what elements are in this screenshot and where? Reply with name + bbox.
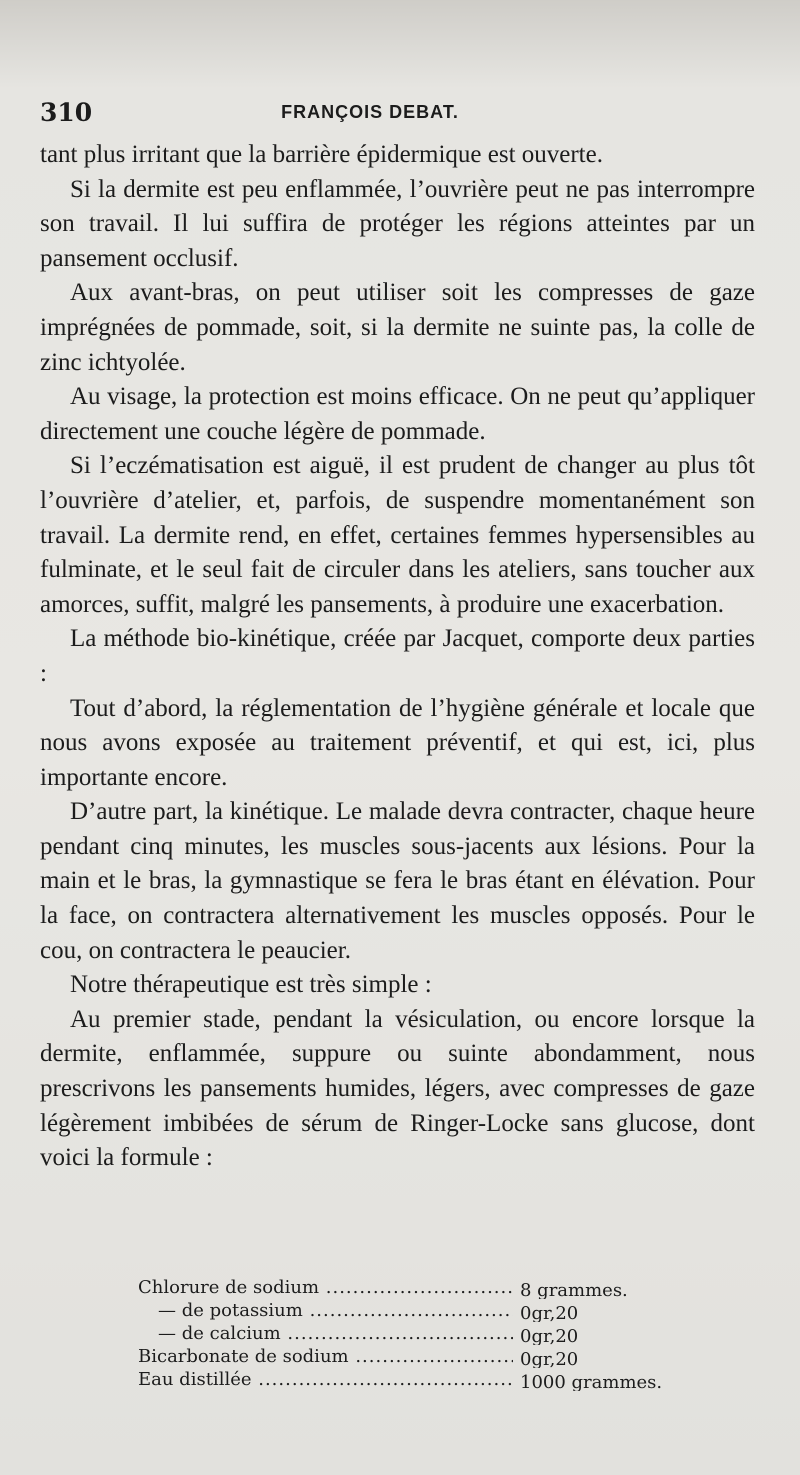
- formula-quantity: 0gr,20: [520, 1303, 579, 1322]
- formula-row: [138, 1368, 678, 1391]
- page-header: [40, 98, 760, 138]
- page-number: 310: [40, 98, 93, 127]
- paragraph-first-stage: Au premier stade, pendant la vésiculation, ou encore lorsque la dermite, enflammée, suppure ou suinte abondamment, nous prescrivons les pansements humides, légers, avec compresses de gaze légèrement imbibées de sérum de Ringer-Locke sans glucose, dont voici la formule :: [40, 1005, 755, 1172]
- formula-ingredient: — de calcium .....: [138, 1322, 513, 1345]
- formula-quantity: 1000 grammes.: [520, 1372, 663, 1391]
- paragraph-acute-eczema: Si l’eczématisation est aiguë, il est prudent de changer au plus tôt l’ouvrière d’atelier, et, parfois, de suspendre momentanément son travail. La dermite rend, en effet, certaines femmes hypersensibles au fulminate, et le seul fait de circuler dans les ateliers, sans toucher aux amorces, suffit, malgré les pansements, à produire une exacerbation.: [40, 452, 755, 618]
- running-head: FRANÇOIS DEBAT.: [281, 102, 459, 122]
- formula-quantity: 0gr,20: [520, 1349, 579, 1368]
- ringer-locke-formula: [138, 1276, 678, 1391]
- formula-quantity: 8 grammes.: [520, 1280, 628, 1299]
- formula-ingredient: Eau distillée .....: [138, 1368, 513, 1391]
- formula-ingredient: Chlorure de sodium .....: [138, 1276, 513, 1299]
- body-text: [40, 138, 755, 1176]
- paragraph-kinetics: D’autre part, la kinétique. Le malade devra contracter, chaque heure pendant cinq minutes, les muscles sous-jacents aux lésions. Pour la main et le bras, la gymnastique se fera le bras étant en élévation. Pour la face, on contractera alternativement les muscles opposés. Pour le cou, on contractera le peaucier.: [40, 798, 755, 964]
- paragraph-face: Au visage, la protection est moins efficace. On ne peut qu’appliquer directement une couche légère de pommade.: [40, 383, 755, 445]
- paragraph-hygiene: Tout d’abord, la réglementation de l’hygiène générale et locale que nous avons exposée au traitement préventif, et qui est, ici, plus importante encore.: [40, 694, 755, 791]
- formula-quantity: 0gr,20: [520, 1326, 579, 1345]
- formula-row: [138, 1322, 678, 1345]
- paragraph-biokinetic-method: La méthode bio-kinétique, créée par Jacquet, comporte deux parties :: [40, 625, 755, 687]
- paragraph-forearms: Aux avant-bras, on peut utiliser soit les compresses de gaze imprégnées de pommade, soit, si la dermite ne suinte pas, la colle de zinc ichtyolée.: [40, 279, 755, 376]
- formula-row: [138, 1276, 678, 1299]
- paragraph-therapy-intro: Notre thérapeutique est très simple :: [70, 971, 432, 999]
- formula-row: [138, 1345, 678, 1368]
- paragraph-continuation: tant plus irritant que la barrière épidermique est ouverte.: [40, 141, 603, 168]
- formula-ingredient: Bicarbonate de sodium .....: [138, 1345, 513, 1368]
- formula-ingredient: — de potassium .....: [138, 1299, 513, 1322]
- formula-row: [138, 1299, 678, 1322]
- paragraph-mild-dermatitis: Si la dermite est peu enflammée, l’ouvrière peut ne pas interrompre son travail. Il lui suffira de protéger les régions atteintes par un pansement occlusif.: [40, 175, 755, 272]
